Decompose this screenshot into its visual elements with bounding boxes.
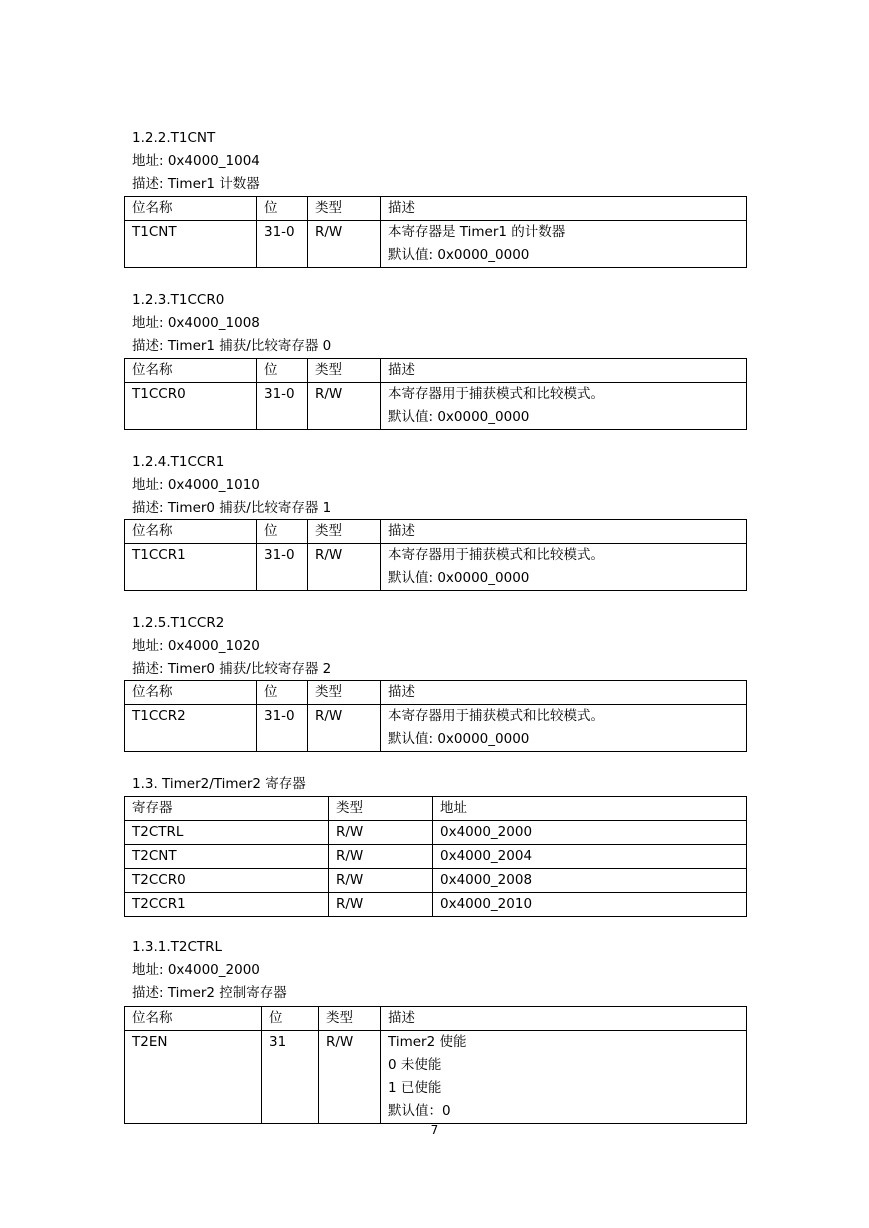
section-heading: 1.3. Timer2/Timer2 寄存器 — [132, 776, 306, 792]
type-cell: R/W — [329, 893, 433, 917]
address-cell: 0x4000_2004 — [433, 845, 747, 869]
column-header: 位 — [257, 681, 308, 705]
column-header: 类型 — [308, 520, 381, 544]
column-header: 地址 — [433, 797, 747, 821]
section-address: 地址: 0x4000_1010 — [132, 477, 260, 493]
column-header: 描述 — [381, 197, 747, 221]
table-row — [125, 221, 747, 268]
description-cell — [381, 383, 747, 430]
bits-cell: 31 — [262, 1031, 319, 1124]
column-header: 类型 — [308, 197, 381, 221]
section-description: 描述: Timer0 捕获/比较寄存器 1 — [132, 500, 332, 516]
column-header: 位名称 — [125, 359, 257, 383]
description-cell — [381, 544, 747, 591]
section-heading: 1.3.1.T2CTRL — [132, 939, 223, 955]
section-description: 描述: Timer2 控制寄存器 — [132, 985, 287, 1001]
register-table-t1cnt — [124, 196, 747, 268]
bit-name-cell: T1CNT — [125, 221, 257, 268]
register-table-t1ccr1 — [124, 519, 747, 591]
bits-cell: 31-0 — [257, 544, 308, 591]
column-header: 描述 — [381, 1007, 747, 1031]
bit-name-cell: T1CCR2 — [125, 705, 257, 752]
type-cell: R/W — [329, 869, 433, 893]
column-header: 描述 — [381, 520, 747, 544]
table-header-row — [125, 681, 747, 705]
address-cell: 0x4000_2008 — [433, 869, 747, 893]
column-header: 描述 — [381, 681, 747, 705]
bits-cell: 31-0 — [257, 705, 308, 752]
bit-name-cell: T1CCR1 — [125, 544, 257, 591]
type-cell: R/W — [308, 544, 381, 591]
column-header: 位名称 — [125, 1007, 262, 1031]
default-value-line: 默认值: 0x0000_0000 — [388, 409, 530, 425]
register-name-cell: T2CCR1 — [125, 893, 329, 917]
bit-name-cell: T2EN — [125, 1031, 262, 1124]
table-row — [125, 821, 747, 845]
section-description: 描述: Timer1 捕获/比较寄存器 0 — [132, 338, 332, 354]
section-heading: 1.2.3.T1CCR0 — [132, 292, 225, 308]
register-name-cell: T2CTRL — [125, 821, 329, 845]
column-header: 位 — [257, 197, 308, 221]
default-value-line: 默认值: 0x0000_0000 — [388, 731, 530, 747]
section-address: 地址: 0x4000_2000 — [132, 962, 260, 978]
description-cell — [381, 1031, 747, 1124]
page-number: 7 — [430, 1123, 439, 1137]
table-row — [125, 705, 747, 752]
column-header: 位名称 — [125, 197, 257, 221]
column-header: 位 — [257, 359, 308, 383]
default-value-line: 默认值: 0x0000_0000 — [388, 247, 530, 263]
column-header: 描述 — [381, 359, 747, 383]
register-summary-table — [124, 796, 747, 917]
table-row — [125, 893, 747, 917]
description-cell — [381, 705, 747, 752]
table-header-row — [125, 520, 747, 544]
table-row — [125, 544, 747, 591]
column-header: 类型 — [308, 359, 381, 383]
table-header-row — [125, 1007, 747, 1031]
description-cell — [381, 221, 747, 268]
description-line: 本寄存器用于捕获模式和比较模式。 — [388, 386, 604, 402]
register-name-cell: T2CNT — [125, 845, 329, 869]
description-line: 本寄存器用于捕获模式和比较模式。 — [388, 708, 604, 724]
table-header-row — [125, 197, 747, 221]
column-header: 位 — [257, 520, 308, 544]
type-cell: R/W — [308, 221, 381, 268]
column-header: 位 — [262, 1007, 319, 1031]
table-row — [125, 845, 747, 869]
section-address: 地址: 0x4000_1008 — [132, 315, 260, 331]
bits-cell: 31-0 — [257, 221, 308, 268]
description-line: 本寄存器用于捕获模式和比较模式。 — [388, 547, 604, 563]
column-header: 寄存器 — [125, 797, 329, 821]
description-line: Timer2 使能 — [388, 1034, 467, 1050]
type-cell: R/W — [308, 705, 381, 752]
table-row — [125, 869, 747, 893]
register-name-cell: T2CCR0 — [125, 869, 329, 893]
section-description: 描述: Timer0 捕获/比较寄存器 2 — [132, 661, 332, 677]
table-header-row — [125, 359, 747, 383]
section-heading: 1.2.5.T1CCR2 — [132, 615, 225, 631]
section-heading: 1.2.2.T1CNT — [132, 130, 216, 146]
type-cell: R/W — [329, 821, 433, 845]
bits-cell: 31-0 — [257, 383, 308, 430]
column-header: 位名称 — [125, 520, 257, 544]
column-header: 类型 — [308, 681, 381, 705]
address-cell: 0x4000_2000 — [433, 821, 747, 845]
column-header: 类型 — [329, 797, 433, 821]
table-row — [125, 1031, 747, 1124]
type-cell: R/W — [329, 845, 433, 869]
description-line: 本寄存器是 Timer1 的计数器 — [388, 224, 566, 240]
column-header: 位名称 — [125, 681, 257, 705]
register-table-t1ccr0 — [124, 358, 747, 430]
type-cell: R/W — [319, 1031, 381, 1124]
section-address: 地址: 0x4000_1004 — [132, 153, 260, 169]
default-value-line: 默认值: 0x0000_0000 — [388, 570, 530, 586]
description-line: 0 未使能 — [388, 1057, 442, 1073]
section-address: 地址: 0x4000_1020 — [132, 638, 260, 654]
register-table-t1ccr2 — [124, 680, 747, 752]
table-header-row — [125, 797, 747, 821]
default-value-line: 默认值：0 — [388, 1103, 451, 1119]
description-line: 1 已使能 — [388, 1080, 442, 1096]
address-cell: 0x4000_2010 — [433, 893, 747, 917]
column-header: 类型 — [319, 1007, 381, 1031]
bit-name-cell: T1CCR0 — [125, 383, 257, 430]
type-cell: R/W — [308, 383, 381, 430]
table-row — [125, 383, 747, 430]
section-heading: 1.2.4.T1CCR1 — [132, 454, 225, 470]
section-description: 描述: Timer1 计数器 — [132, 176, 260, 192]
register-table-t2ctrl — [124, 1006, 747, 1124]
